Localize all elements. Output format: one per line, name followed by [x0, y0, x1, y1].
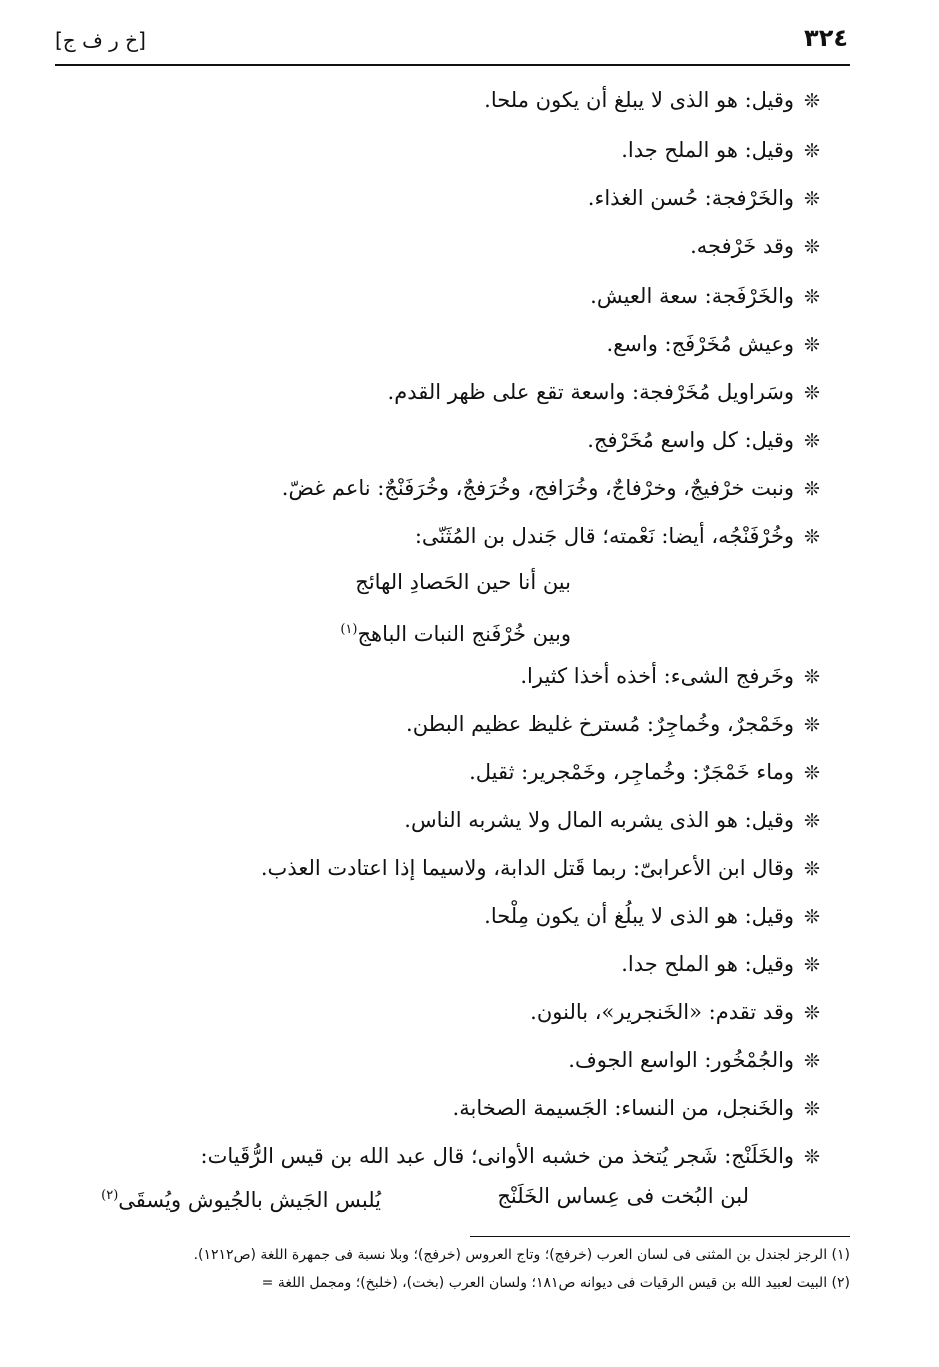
asterism-icon: ❊	[804, 526, 820, 548]
page-number: ٣٢٤	[804, 24, 848, 52]
footnote: (٢) البيت لعبيد الله بن قيس الرقيات فى ديوانه ص١٨١؛ ولسان العرب (بخت)، (خلبخ)؛ ومجمل اللغة =	[261, 1275, 850, 1291]
entry-text: وقال ابن الأعرابىّ: ربما قَتل الدابة، ولاسيما إذا اعتادت العذب.	[260, 856, 795, 880]
entry-line	[160, 320, 820, 368]
entry-text: وقيل: هو الملح جدا.	[621, 138, 795, 162]
footnote-marker: (١)	[340, 622, 358, 637]
root-label: [خ ر ف ج]	[55, 28, 146, 52]
asterism-icon: ❊	[804, 1146, 820, 1168]
entry-line	[160, 652, 820, 700]
asterism-icon: ❊	[804, 140, 820, 162]
verse-hemistich-second	[101, 1176, 381, 1220]
entry-text: وقيل: هو الذى يشربه المال ولا يشربه الناس.	[404, 808, 795, 832]
entry-line	[160, 126, 820, 174]
entry-line	[160, 222, 820, 270]
asterism-icon: ❊	[804, 1002, 820, 1024]
entry-text: وقيل: هو الذى لا يبلغ أن يكون ملحا.	[484, 88, 795, 112]
entry-text: وماء خَمْجَرٌ: وخُماجِر، وخَمْجرير: ثقيل.	[469, 760, 795, 784]
asterism-icon: ❊	[804, 286, 820, 308]
entry-line	[160, 512, 820, 560]
entry-line	[160, 416, 820, 464]
entry-text: وسَراويل مُخَرْفجة: واسعة تقع على ظهر القدم.	[387, 380, 795, 404]
verse-text: يُلبس الجَيش بالجُيوش ويُسقَى	[118, 1188, 381, 1212]
asterism-icon: ❊	[804, 858, 820, 880]
entry-text: وقيل: كل واسع مُخَرْفج.	[587, 428, 795, 452]
footnote-rule	[470, 1236, 850, 1237]
entry-text: والخَلَنْج: شَجر يُتخذ من خشبه الأوانى؛ قال عبد الله بن قيس الرُّقَيات:	[200, 1144, 795, 1168]
entry-text: والخَرْفَجة: سعة العيش.	[590, 284, 795, 308]
entry-line	[160, 748, 820, 796]
entry-line	[160, 700, 820, 748]
asterism-icon: ❊	[804, 188, 820, 210]
footnote-marker: (٢)	[101, 1188, 119, 1203]
entry-line	[120, 844, 820, 892]
entry-text: وقد خَرْفجه.	[690, 234, 795, 258]
asterism-icon: ❊	[804, 1050, 820, 1072]
asterism-icon: ❊	[804, 906, 820, 928]
entry-line	[160, 892, 820, 940]
entry-text: والخَنجل، من النساء: الجَسيمة الصخابة.	[452, 1096, 795, 1120]
asterism-icon: ❊	[804, 334, 820, 356]
entry-text: وخَرفج الشىء: أخذه أخذا كثيرا.	[520, 664, 795, 688]
entry-line	[160, 796, 820, 844]
entry-line	[160, 272, 820, 320]
asterism-icon: ❊	[804, 236, 820, 258]
entry-text: وخَمْجرٌ، وخُماجِرٌ: مُسترخ غليظ عظيم البطن.	[406, 712, 795, 736]
entry-line	[160, 174, 820, 222]
asterism-icon: ❊	[804, 714, 820, 736]
entry-text: وقيل: هو الذى لا يبلُغ أن يكون مِلْحا.	[484, 904, 795, 928]
verse-line	[340, 610, 571, 654]
asterism-icon: ❊	[804, 954, 820, 976]
asterism-icon: ❊	[804, 666, 820, 688]
asterism-icon: ❊	[804, 430, 820, 452]
entry-line	[160, 1036, 820, 1084]
asterism-icon: ❊	[804, 762, 820, 784]
entry-line	[160, 1084, 820, 1132]
entry-text: والخَرْفجة: حُسن الغذاء.	[587, 186, 795, 210]
asterism-icon: ❊	[804, 382, 820, 404]
entry-line	[120, 1132, 820, 1180]
verse-hemistich-first: لبن البُخت فى عِساس الخَلَنْج	[497, 1184, 749, 1208]
entry-text: والجُمْخُور: الواسع الجوف.	[568, 1048, 795, 1072]
footnote: (١) الرجز لجندل بن المثنى فى لسان العرب (خرفج)؛ وتاج العروس (خرفج)؛ وبلا نسبة فى جمهرة اللغة (ص١٢١٢).	[193, 1247, 850, 1263]
entry-text: وقيل: هو الملح جدا.	[621, 952, 795, 976]
asterism-icon: ❊	[804, 1098, 820, 1120]
entry-line	[120, 464, 820, 512]
verse-text: وبين خُرْفَنج النبات الباهج	[357, 622, 571, 646]
entry-text: وقد تقدم: «الخَنجرير»، بالنون.	[530, 1000, 795, 1024]
entry-text: وعيش مُخَرْفَج: واسع.	[606, 332, 795, 356]
verse-line: بين أنا حين الحَصادِ الهائج	[355, 570, 571, 594]
entry-text: وخُرْفَنْجُه، أيضا: نَعْمته؛ قال جَندل بن المُثَنّى:	[414, 524, 795, 548]
entry-line	[160, 940, 820, 988]
entry-line	[160, 76, 820, 124]
asterism-icon: ❊	[804, 810, 820, 832]
header-rule	[55, 64, 850, 66]
asterism-icon: ❊	[804, 478, 820, 500]
entry-line	[160, 988, 820, 1036]
entry-text: ونبت خرْفيجٌ، وخرْفاجٌ، وخُرَافج، وخُرَفجٌ، وخُرَفَنْجٌ: ناعم غضّ.	[281, 476, 795, 500]
entry-line	[160, 368, 820, 416]
asterism-icon: ❊	[804, 90, 820, 112]
